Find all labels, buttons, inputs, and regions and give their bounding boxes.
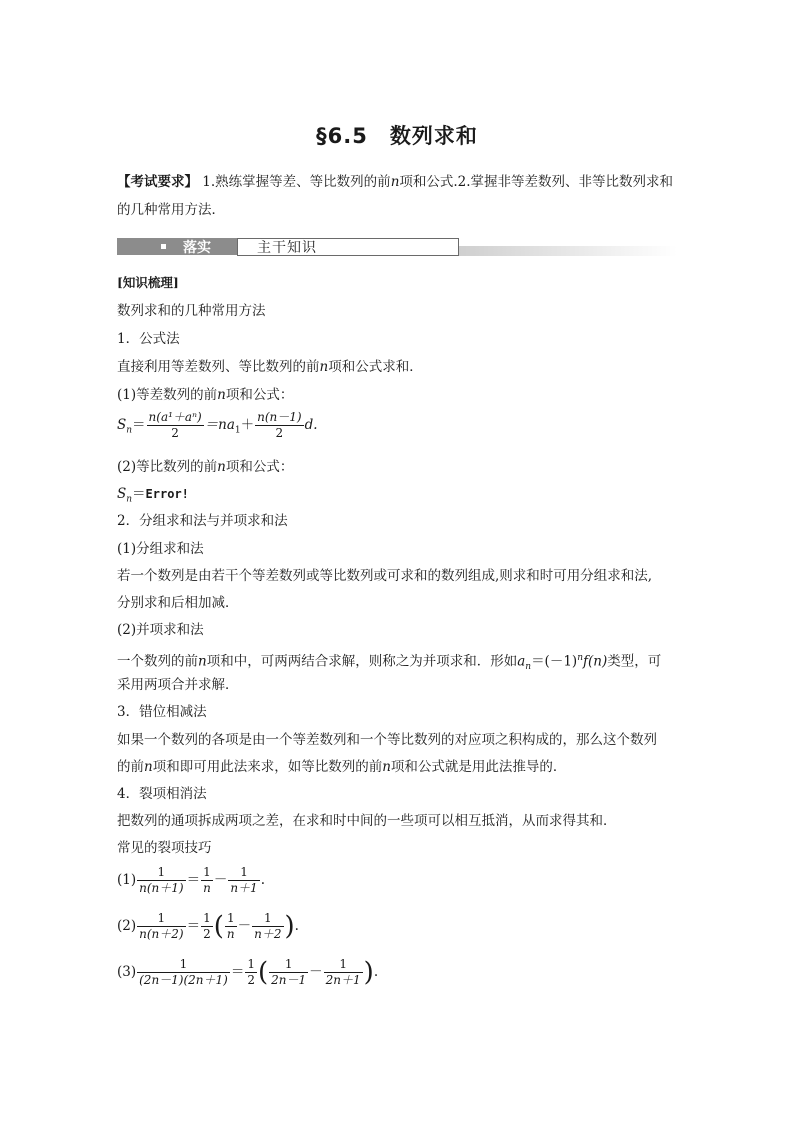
sf3-frac-c [269, 957, 308, 988]
sf2-lp: ( [213, 911, 224, 942]
f1-eq2: ＝na [204, 417, 235, 433]
sf1-d1: n(n＋1) [139, 881, 184, 895]
method4-p2: 常见的裂项技巧 [117, 840, 212, 856]
m1-s1b: 项和公式： [225, 387, 294, 403]
requirements-label: 【考试要求】 [117, 174, 198, 190]
m2-p2sup: n [577, 653, 583, 663]
m1-s1n: n [217, 387, 226, 403]
sf3-n1: 1 [179, 957, 188, 971]
f2-S: S [117, 486, 127, 502]
sf3-d4: 2n＋1 [325, 973, 361, 987]
method1-heading: 1．公式法 [117, 331, 180, 347]
f1-frac-1 [147, 410, 204, 441]
sf3-n2: 1 [247, 957, 255, 971]
sf2-frac-a [137, 911, 185, 942]
method2-sub2: (2)并项求和法 [117, 622, 204, 638]
f1-num1: n(a¹＋aⁿ) [148, 410, 202, 424]
split-formula-1 [117, 865, 265, 896]
sf2-frac-b [201, 911, 213, 942]
method3-p1: 如果一个数列的各项是由一个等差数列和一个等比数列的对应项之积构成的，那么这个数列 [117, 732, 657, 748]
sf2-n2: 1 [203, 911, 211, 925]
sf2-d2: 2 [203, 927, 211, 941]
f1-sub-n: n [126, 425, 133, 436]
m1-s2a: (2)等比数列的前 [117, 459, 218, 475]
method1-paragraph [117, 357, 423, 377]
sf1-d2: n [203, 881, 211, 895]
m2-p2fn: f(n) [582, 653, 608, 670]
f1-frac-2 [255, 410, 303, 441]
sf2-d3: n [226, 927, 235, 941]
f2-sub-n: n [126, 494, 133, 505]
method4-heading: 4．裂项相消法 [117, 786, 207, 802]
sf2-end: . [294, 918, 299, 934]
banner-right-label: 主干知识 [257, 240, 317, 256]
sf1-minus: － [213, 872, 228, 888]
m1-s2n: n [217, 459, 226, 475]
sf2-minus: － [237, 918, 252, 934]
sf2-n3: 1 [226, 911, 235, 925]
sf2-eq: ＝ [186, 918, 201, 934]
sf1-frac-a [137, 865, 185, 896]
method2-p2d: 采用两项合并求解． [117, 677, 239, 693]
sf3-minus: － [309, 964, 323, 980]
m1-p1a: 直接利用等差数列、等比数列的前 [117, 359, 320, 375]
f1-den1: 2 [147, 425, 204, 441]
sf1-eq: ＝ [186, 872, 201, 888]
f1-eq: ＝ [132, 417, 146, 433]
method1-sub2 [117, 457, 293, 477]
f1-S: S [117, 417, 127, 433]
f2-error: Error! [145, 487, 189, 501]
m2-p2fsub: n [525, 662, 532, 673]
m1-p1n: n [319, 359, 329, 375]
sf1-end: . [260, 872, 265, 888]
sf1-n1: 1 [157, 865, 166, 879]
f2-eq: ＝ [132, 486, 146, 502]
m2-p2c: 类型，可 [607, 653, 662, 670]
sf3-n3: 1 [284, 957, 293, 971]
method3-heading: 3．错位相减法 [117, 704, 207, 720]
sf3-end: . [373, 964, 379, 980]
section-label: [知识梳理] [117, 275, 179, 290]
sf3-frac-d [324, 957, 363, 988]
section-banner [117, 236, 677, 258]
method2-p1b: 分别求和后相加减． [117, 595, 239, 611]
method2-sub1: (1)分组求和法 [117, 541, 204, 557]
sf3-n4: 1 [339, 957, 347, 971]
sf2-d4: n＋2 [254, 927, 282, 941]
sf2-n4: 1 [263, 911, 272, 925]
sf1-d3: n＋1 [230, 881, 258, 895]
m1-p1b: 项和公式求和． [328, 359, 423, 375]
sf3-frac-a [137, 957, 230, 988]
formula-geometric-sum [117, 484, 189, 510]
requirements-line-2: 的几种常用方法． [117, 202, 225, 218]
sf1-frac-b [201, 865, 213, 896]
m3-p2b: 项和即可用此法来求，如等比数列的前 [152, 759, 383, 775]
formula-arithmetic-sum [117, 410, 318, 441]
method1-sub1 [117, 385, 293, 405]
sf2-d1: n(n＋2) [139, 927, 184, 941]
method2-heading: 2．分组求和法与并项求和法 [117, 513, 288, 529]
requirements-text-2: 项和公式.2.掌握非等差数列、非等比数列求和 [399, 174, 674, 190]
sf3-d1: (2n－1)(2n＋1) [139, 973, 228, 987]
f1-sub1: 1 [234, 425, 241, 436]
split-formula-2 [117, 911, 299, 942]
sf2-rp: ) [284, 911, 295, 942]
sf2-frac-c [225, 911, 237, 942]
banner-bullet-icon [161, 244, 166, 249]
m2-p2b: 项和中，可两两结合求解，则称之为并项求和．形如 [206, 653, 518, 670]
m3-p2n2: n [382, 759, 391, 775]
sf2-frac-d [252, 911, 283, 942]
sf3-rp: ) [363, 957, 374, 988]
sf3-d2: 2 [247, 973, 255, 987]
m2-p2eq: ＝(－1) [531, 653, 578, 670]
sf3-d3: 2n－1 [271, 973, 307, 987]
sf3-frac-b [245, 957, 257, 988]
banner-dark-block [117, 238, 237, 255]
m3-p2n: n [144, 759, 153, 775]
sf3-lp: ( [258, 957, 269, 988]
sf1-label: (1) [117, 872, 137, 888]
m3-p2a: 的前 [117, 759, 144, 775]
split-formula-3 [117, 957, 378, 988]
f1-d: d. [304, 417, 318, 433]
m2-p2n: n [198, 653, 207, 670]
m2-p2a: 一个数列的前 [117, 653, 198, 670]
sf1-frac-c [228, 865, 259, 896]
exam-requirements [117, 172, 673, 192]
f1-den2: 2 [255, 425, 303, 441]
intro-text: 数列求和的几种常用方法 [117, 303, 266, 319]
m3-p2c: 项和公式就是用此法推导的． [390, 759, 567, 775]
method3-p2 [117, 757, 566, 777]
banner-left-label: 落实 [183, 240, 211, 256]
sf1-n3: 1 [240, 865, 248, 879]
method4-p1: 把数列的通项拆成两项之差，在求和时中间的一些项可以相互抵消，从而求得其和． [117, 813, 617, 829]
page-title: §6.5 数列求和 [316, 124, 478, 148]
f1-num2: n(n－1) [257, 410, 302, 424]
requirements-text-1: 1.熟练掌握等差、等比数列的前 [202, 174, 391, 190]
sf1-n2: 1 [203, 865, 211, 879]
sf2-n1: 1 [157, 911, 166, 925]
sf3-eq: ＝ [230, 964, 245, 980]
method2-p2 [117, 648, 661, 677]
m1-s1a: (1)等差数列的前 [117, 387, 218, 403]
sf3-label: (3) [117, 964, 137, 980]
method2-p1: 若一个数列是由若干个等差数列或等比数列或可求和的数列组成,则求和时可用分组求和法, [117, 568, 653, 584]
m2-p2f: a [517, 653, 526, 670]
sf2-label: (2) [117, 918, 137, 934]
requirements-n: n [390, 174, 400, 190]
banner-fade-bar [459, 246, 677, 256]
f1-plus: ＋ [240, 417, 255, 433]
m1-s2b: 项和公式： [225, 459, 294, 475]
